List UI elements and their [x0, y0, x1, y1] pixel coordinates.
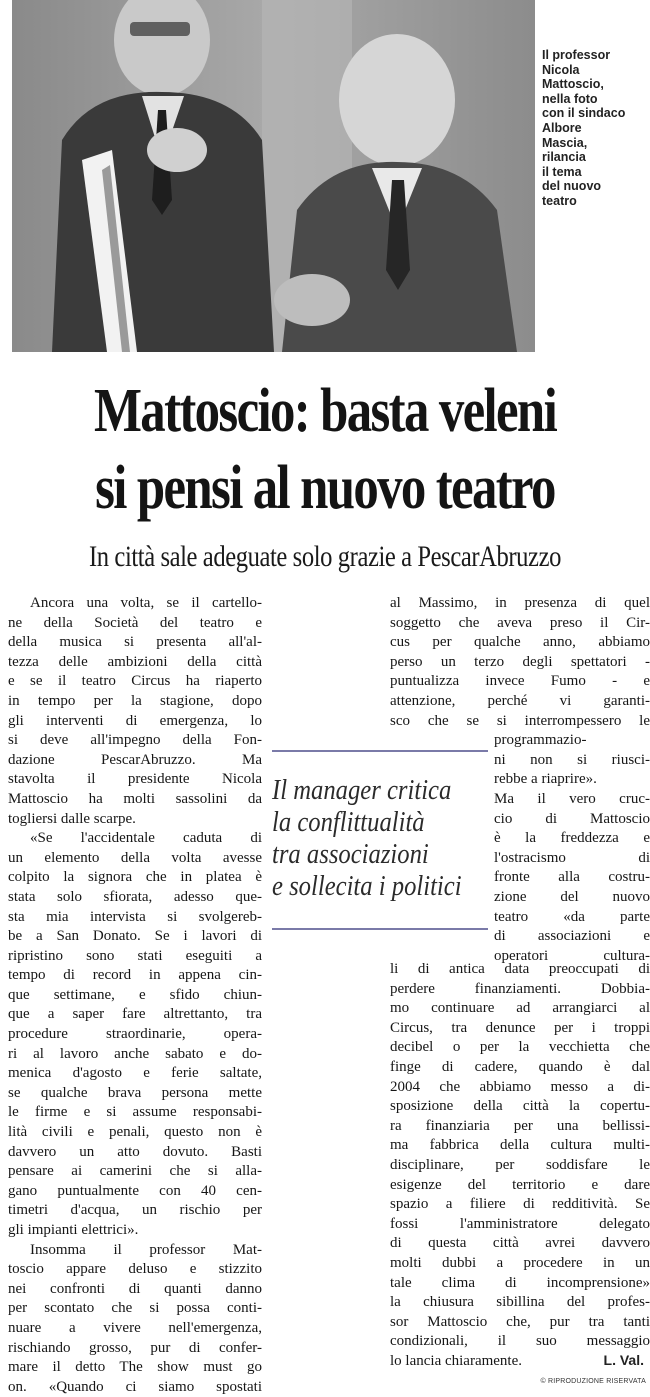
text-line: si deve all'impegno della Fon-: [8, 732, 262, 749]
text-line: soggetto che aveva preso il Cir-: [390, 614, 650, 631]
text-line: sposizione della città la copertu-: [390, 1098, 650, 1115]
text-line: disciplinare, per soddisfare le: [390, 1156, 650, 1173]
text-line: procedure straordinarie, opera-: [8, 1026, 262, 1043]
text-line: davvero un atto dovuto. Basti: [8, 1143, 262, 1160]
caption-line: con il sindaco: [542, 106, 626, 121]
subheadline: In città sale adeguate solo grazie a PescarAbruzzo: [89, 540, 561, 573]
author-signature: L. Val.: [603, 1352, 644, 1368]
text-line: ni non si riusci-: [494, 751, 650, 768]
text-line: zione del nuovo: [494, 888, 650, 905]
caption-line: nella foto: [542, 91, 598, 106]
text-line: perdere finanziamenti. Dobbia-: [390, 980, 650, 997]
text-line: ra finanziaria per una bellissi-: [390, 1117, 650, 1134]
text-line: dazione PescarAbruzzo. Ma: [8, 751, 262, 768]
text-line: gano puntualmente con 40 cen-: [8, 1182, 262, 1199]
pull-quote-line: tra associazioni: [272, 839, 429, 870]
text-line: colpito la signora che in platea è: [8, 869, 262, 886]
text-line: in tempo per la stagione, dopo: [8, 692, 262, 709]
caption-line: Albore: [542, 120, 582, 135]
text-line: per scontato che si possa conti-: [8, 1300, 262, 1317]
text-line: sor Mattoscio che, pur tra tanti: [390, 1313, 650, 1330]
text-line: pensare ai camerini che si alla-: [8, 1163, 262, 1180]
text-line: programmazio-: [494, 732, 587, 749]
text-line: fronte alla costru-: [494, 869, 650, 886]
text-line: rebbe a riaprire».: [494, 771, 597, 788]
text-line: tale clima di incomprensione»: [390, 1274, 650, 1291]
text-line: la chiusura sibillina del profes-: [390, 1294, 650, 1311]
text-line: un elemento della volta avesse: [8, 849, 262, 866]
text-line: rischiando grosso, pur di confer-: [8, 1339, 262, 1356]
caption-line: il tema: [542, 164, 582, 179]
text-line: di associazioni e: [494, 928, 650, 945]
text-line: stavolta il presidente Nicola: [8, 771, 262, 788]
text-line: Insomma il professor Mat-: [30, 1241, 262, 1258]
text-line: l'ostracismo di: [494, 849, 650, 866]
text-line: Circus, tra denunce per i troppi: [390, 1019, 650, 1036]
photo-mayor-and-professor: [12, 0, 535, 352]
caption-line: Mascia,: [542, 135, 588, 150]
text-line: spazio a filiere di redditività. Se: [390, 1196, 650, 1213]
caption-line: rilancia: [542, 150, 586, 165]
text-line: molti dubbi a procedere in un: [390, 1254, 650, 1271]
text-line: li di antica data preoccupati di: [390, 961, 650, 977]
article-photo: [12, 0, 535, 352]
text-line: Ancora una volta, se il cartello-: [30, 595, 262, 611]
pull-quote-line: e sollecita i politici: [272, 871, 462, 902]
text-line: attenzione, perché vi garanti-: [390, 692, 650, 709]
text-line: togliersi dalle scarpe.: [8, 810, 136, 827]
text-line: decibel o per la vecchietta che: [390, 1039, 650, 1056]
text-line: se qualche brava persona mette: [8, 1084, 262, 1101]
text-line: puntualizza invece Fumo - e: [390, 673, 650, 690]
caption-line: Nicola: [542, 62, 580, 77]
text-line: della musica si presenta all'al-: [8, 634, 262, 651]
text-line: que settimane, e sfido chiun-: [8, 986, 262, 1003]
text-line: sta mia intervista si svolgereb-: [8, 908, 262, 925]
text-line: 2004 che abbiamo messo a di-: [390, 1078, 650, 1095]
text-line: teatro «da parte: [494, 908, 650, 925]
text-line: que a saper fare altrettanto, tra: [8, 1006, 262, 1023]
text-line: finge di cadere, quando è dal: [390, 1058, 650, 1075]
headline-line-2: si pensi al nuovo teatro: [95, 454, 555, 522]
text-line: cio di Mattoscio: [494, 810, 650, 827]
text-line: tempo di record in appena cin-: [8, 967, 262, 984]
text-line: fossi l'amministratore delegato: [390, 1215, 650, 1232]
headline-line-1: Mattoscio: basta veleni: [93, 377, 557, 445]
text-line: toscio appare deluso e stizzito: [8, 1261, 262, 1278]
text-line: è la freddezza e: [494, 830, 650, 847]
text-line: menica d'agosto e ferie saltate,: [8, 1065, 262, 1082]
pull-quote-line: la conflittualità: [272, 807, 425, 838]
photo-caption: [542, 48, 646, 209]
text-line: on. «Quando ci siamo spostati: [8, 1378, 262, 1395]
text-line: be a San Donato. Se i lavori di: [8, 928, 262, 945]
text-line: tezza delle ambizioni della città: [8, 653, 262, 670]
text-line: ma fabbrica della cultura multi-: [390, 1137, 650, 1154]
text-line: nei confronti di quanti danno: [8, 1280, 262, 1297]
text-line: ripristino sono stati eseguiti a: [8, 947, 262, 964]
caption-line: Il professor: [542, 48, 611, 62]
text-line: le firme e si assume responsabi-: [8, 1104, 262, 1121]
text-line: lità civili e penali, questo non è: [8, 1124, 262, 1141]
text-line: cus per qualche anno, abbiamo: [390, 634, 650, 651]
text-line: stata solo sfiorata, adesso que-: [8, 888, 262, 905]
text-line: nuare a vivere nell'emergenza,: [8, 1319, 262, 1336]
article-column-2: [390, 594, 650, 966]
text-line: mo continuare ad arrangiarci al: [390, 1000, 650, 1017]
article-column-3: [390, 960, 650, 1371]
text-line: Mattoscio ha molti sassolini da: [8, 790, 262, 807]
text-line: «Se l'accidentale caduta di: [30, 830, 262, 847]
text-line: condizionali, il suo messaggio: [390, 1333, 650, 1350]
text-line: di questa città avrei davvero: [390, 1235, 650, 1252]
text-line: al Massimo, in presenza di quel: [390, 595, 650, 611]
text-line: mare il detto The show must go: [8, 1359, 262, 1376]
text-line: operatori cultura-: [494, 947, 650, 964]
text-line: ri al lavoro anche sabato e do-: [8, 1045, 262, 1062]
text-line: sco che se si interrompessero le: [390, 712, 650, 729]
copyright-notice: © RIPRODUZIONE RISERVATA: [540, 1378, 646, 1385]
article-column-1: [8, 594, 262, 1397]
text-line: perso un terzo degli spettatori -: [390, 653, 650, 670]
caption-line: Mattoscio,: [542, 77, 604, 92]
text-line: e se il teatro Circus ha riaperto: [8, 673, 262, 690]
text-line: gli impianti elettrici».: [8, 1222, 139, 1238]
text-line: timetri d'acqua, un rischio per: [8, 1202, 262, 1219]
caption-line: teatro: [542, 193, 577, 208]
text-line: lo lancia chiaramente.: [390, 1352, 523, 1369]
text-line: gli interventi di emergenza, lo: [8, 712, 262, 729]
text-line: Ma il vero cruc-: [494, 790, 650, 807]
text-line: esigenze del territorio e dare: [390, 1176, 650, 1193]
caption-line: del nuovo: [542, 179, 602, 194]
pull-quote-line: Il manager critica: [272, 775, 452, 806]
text-line: ne della Società del teatro e: [8, 614, 262, 631]
